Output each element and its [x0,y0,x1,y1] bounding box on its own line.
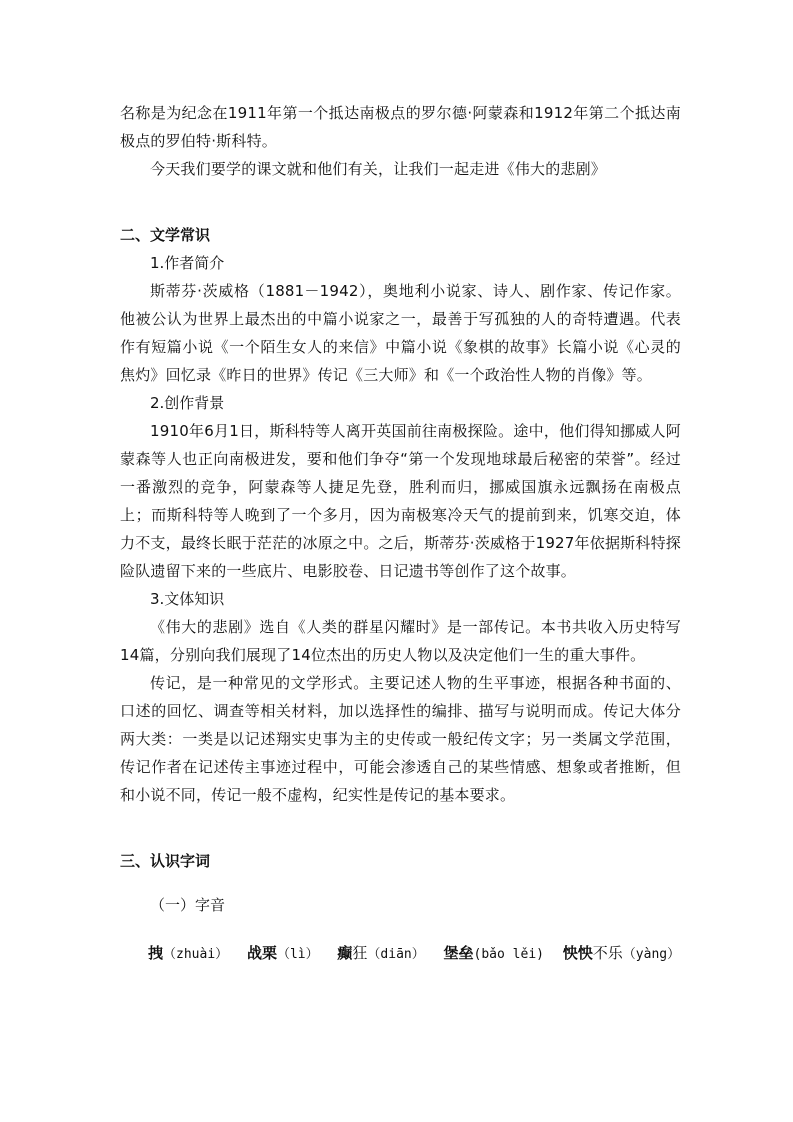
spacer [120,919,681,939]
pronunciation-list [120,939,681,969]
spacer [120,809,681,847]
subheading-pronunciation: （一）字音 [150,896,226,914]
word-item: 战栗（lì） [246,944,319,962]
subheading-background: 2.创作背景 [150,394,225,412]
word-item: 拽（zhuài） [148,944,229,962]
author-paragraph: 斯蒂芬·茨威格（1881－1942），奥地利小说家、诗人、剧作家、传记作家。他被公认为世界上最杰出的中篇小说家之一，最善于写孤独的人的奇特遭遇。代表作有短篇小说《一个陌生女人的来信》中篇小说《象棋的故事》长篇小说《心灵的焦灼》回忆录《昨日的世界》传记《三大师》和《一个政治性人物的肖像》等。 [120,282,681,384]
subheading-author: 1.作者简介 [150,254,225,272]
spacer [120,183,681,221]
section-heading-vocabulary: 三、认识字词 [120,852,211,870]
spacer [120,875,681,891]
section-heading-literary-knowledge: 二、文学常识 [120,226,211,244]
genre-paragraph-1: 《伟大的悲剧》选自《人类的群星闪耀时》是一部传记。本书共收入历史特写14篇，分别向我们展现了14位杰出的历史人物以及决定他们一生的重大事件。 [120,618,681,664]
background-paragraph: 1910年6月1日，斯科特等人离开英国前往南极探险。途中，他们得知挪威人阿蒙森等人也正向南极进发，要和他们争夺“第一个发现地球最后秘密的荣誉”。经过一番激烈的竞争，阿蒙森等人捷足先登，胜利而归，挪威国旗永远飘扬在南极点上；而斯科特等人晚到了一个多月，因为南极寒冷天气的提前到来，饥寒交迫，体力不支，最终长眠于茫茫的冰原之中。之后，斯蒂芬·茨威格于1927年依据斯科特探险队遗留下来的一些底片、电影胶卷、日记遗书等创作了这个故事。 [120,422,681,580]
word-item: 怏怏不乐（yàng） [562,944,681,962]
subheading-genre: 3.文体知识 [150,590,225,608]
intro-transition: 今天我们要学的课文就和他们有关，让我们一起走进《伟大的悲剧》 [150,160,607,178]
word-item: 癫狂（diān） [337,944,425,962]
word-item: 堡垒(bǎo lěi) [443,944,544,962]
intro-paragraph: 名称是为纪念在1911年第一个抵达南极点的罗尔德·阿蒙森和1912年第二个抵达南极点的罗伯特·斯科特。 [120,104,681,150]
genre-paragraph-2: 传记，是一种常见的文学形式。主要记述人物的生平事迹，根据各种书面的、口述的回忆、调查等相关材料，加以选择性的编排、描写与说明而成。传记大体分两大类：一类是以记述翔实史事为主的史传或一般纪传文字；另一类属文学范围，传记作者在记述传主事迹过程中，可能会渗透自己的某些情感、想象或者推断，但和小说不同，传记一般不虚构，纪实性是传记的基本要求。 [120,674,681,804]
